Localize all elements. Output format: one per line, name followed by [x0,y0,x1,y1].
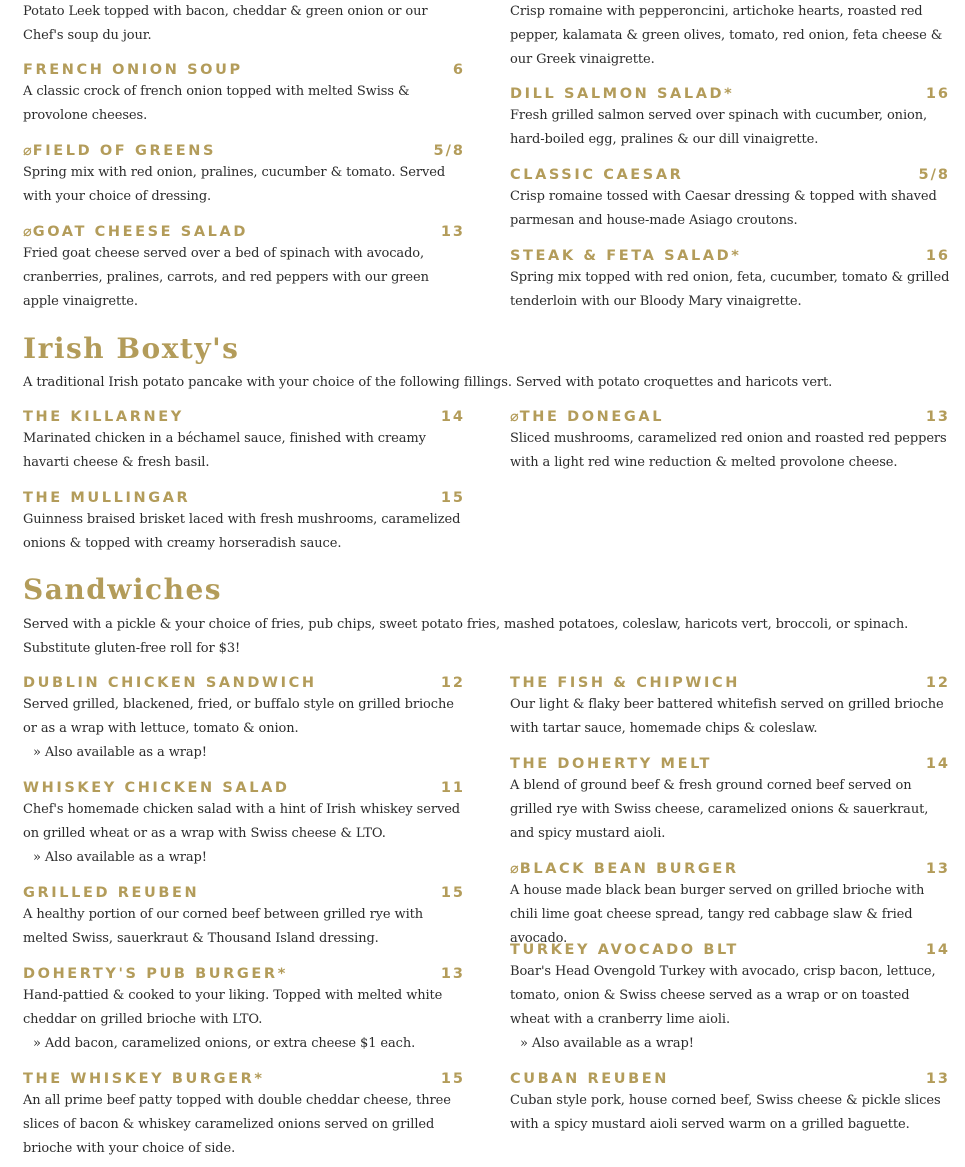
item-description: Hand-pattied & cooked to your liking. Topped with melted white cheddar on grilled brioche with LTO. [23,988,443,1027]
item-note: » Also available as a wrap! [33,850,207,865]
item-header [510,84,950,104]
menu-item-classic-caesar [510,165,950,233]
item-description: Chef's homemade chicken salad with a hint of Irish whiskey served on grilled wheat or as a wrap with Swiss cheese & LTO. [23,802,461,841]
item-name: THE DONEGAL [519,409,665,425]
item-name: FIELD OF GREENS [32,143,216,159]
menu-item-goat-cheese-salad [23,222,465,314]
item-header [23,673,465,693]
item-price: 12 [440,675,465,691]
item-name: BLACK BEAN BURGER [519,861,739,877]
item-price: 13 [440,966,465,982]
item-price: 14 [925,756,950,772]
item-name: STEAK & FETA SALAD* [510,248,742,264]
item-description: Crisp romaine tossed with Caesar dressing & topped with shaved parmesan and house-made Asiago croutons. [510,189,937,228]
menu-item-black-bean-burger [510,859,950,951]
item-description: Fried goat cheese served over a bed of spinach with avocado, cranberries, pralines, carrots, and red peppers with our green apple vinaigrette. [23,246,429,309]
item-header [510,407,950,427]
item-name: DILL SALMON SALAD* [510,86,735,102]
item-header [510,165,950,185]
item-header [23,488,465,508]
item-price: 16 [925,248,950,264]
menu-item-dohertys-pub-burger [23,964,465,1056]
item-price: 13 [925,409,950,425]
item-description: Marinated chicken in a béchamel sauce, finished with creamy havarti cheese & fresh basil. [23,431,426,470]
item-name: GRILLED REUBEN [23,885,200,901]
section-intro-boxty: A traditional Irish potato pancake with your choice of the following fillings. Served with potato croquettes and haricots vert. [23,375,833,390]
menu-item-cuban-reuben [510,1069,950,1137]
item-note: » Add bacon, caramelized onions, or extra cheese $1 each. [33,1036,416,1051]
item-header [510,859,950,879]
item-header [23,60,465,80]
item-header [23,964,465,984]
item-description: A house made black bean burger served on grilled brioche with chili lime goat cheese spread, tangy red cabbage slaw & fried avocado. [510,883,925,946]
menu-item-french-onion-soup [23,60,465,128]
item-description: Boar's Head Ovengold Turkey with avocado, crisp bacon, lettuce, tomato, onion & Swiss cheese served as a wrap or on toasted wheat with a cranberry lime aioli. [510,964,936,1027]
leaf-icon: ⌀ [23,224,32,240]
item-price: 15 [440,1071,465,1087]
item-description: Guinness braised brisket laced with fresh mushrooms, caramelized onions & topped with creamy horseradish sauce. [23,512,461,551]
item-name: THE DOHERTY MELT [510,756,712,772]
item-description: An all prime beef patty topped with double cheddar cheese, three slices of bacon & whiskey caramelized onions served on grilled brioche with your choice of side. [23,1093,451,1156]
item-name: GOAT CHEESE SALAD [32,224,248,240]
item-description: Spring mix topped with red onion, feta, cucumber, tomato & grilled tenderloin with our Bloody Mary vinaigrette. [510,270,950,309]
item-price: 16 [925,86,950,102]
menu-item-dill-salmon-salad [510,84,950,152]
item-header [23,778,465,798]
item-header [23,222,465,242]
item-name: CLASSIC CAESAR [510,167,684,183]
menu-item-grilled-reuben [23,883,465,951]
item-price: 12 [925,675,950,691]
leaf-icon: ⌀ [23,143,32,159]
item-price: 5/8 [433,143,465,159]
item-name: THE MULLINGAR [23,490,191,506]
item-description: Served grilled, blackened, fried, or buffalo style on grilled brioche or as a wrap with lettuce, tomato & onion. [23,697,454,736]
item-price: 11 [440,780,465,796]
item-name: THE KILLARNEY [23,409,184,425]
item-price: 13 [925,861,950,877]
item-name: THE FISH & CHIPWICH [510,675,740,691]
item-description: Cuban style pork, house corned beef, Swiss cheese & pickle slices with a spicy mustard aioli served warm on a grilled baguette. [510,1093,941,1132]
item-price: 13 [925,1071,950,1087]
section-intro-sandwiches: Served with a pickle & your choice of fries, pub chips, sweet potato fries, mashed potatoes, coleslaw, haricots vert, broccoli, or spinach. [23,617,909,632]
leaf-icon: ⌀ [510,861,519,877]
leaf-icon: ⌀ [510,409,519,425]
item-price: 15 [440,490,465,506]
menu-item-the-donegal [510,407,950,475]
item-name: CUBAN REUBEN [510,1071,670,1087]
item-header [510,1069,950,1089]
greek-salad-description: Crisp romaine with pepperoncini, artichoke hearts, roasted red pepper, kalamata & green olives, tomato, red onion, feta cheese & our Greek vinaigrette. [510,4,943,67]
item-header [510,754,950,774]
item-header [510,246,950,266]
menu-item-the-mullingar [23,488,465,556]
item-header [510,940,950,960]
item-header [23,883,465,903]
menu-item-dublin-chicken-sandwich [23,673,465,765]
item-header [23,141,465,161]
item-name: THE WHISKEY BURGER* [23,1071,265,1087]
section-title-sandwiches: Sandwiches [23,573,223,606]
menu-item-whiskey-chicken-salad [23,778,465,870]
menu-item-field-of-greens [23,141,465,209]
item-header [23,1069,465,1089]
soup-description: Potato Leek topped with bacon, cheddar & green onion or our Chef's soup du jour. [23,4,428,43]
item-description: Our light & flaky beer battered whitefish served on grilled brioche with tartar sauce, homemade chips & coleslaw. [510,697,944,736]
item-price: 5/8 [918,167,950,183]
item-note: » Also available as a wrap! [33,745,207,760]
item-name: DOHERTY'S PUB BURGER* [23,966,288,982]
item-price: 13 [440,224,465,240]
item-name: FRENCH ONION SOUP [23,62,243,78]
section-intro-gluten-free: Substitute gluten-free roll for $3! [23,641,241,656]
item-header [510,673,950,693]
item-description: A classic crock of french onion topped with melted Swiss & provolone cheeses. [23,84,410,123]
item-note: » Also available as a wrap! [520,1036,694,1051]
item-name: TURKEY AVOCADO BLT [510,942,739,958]
section-title-irish-boxty: Irish Boxty's [23,332,240,365]
item-name: DUBLIN CHICKEN SANDWICH [23,675,317,691]
menu-item-the-whiskey-burger [23,1069,465,1161]
menu-item-steak-feta-salad [510,246,950,314]
item-header [23,407,465,427]
item-description: Fresh grilled salmon served over spinach with cucumber, onion, hard-boiled egg, pralines & our dill vinaigrette. [510,108,928,147]
item-price: 15 [440,885,465,901]
item-description: A healthy portion of our corned beef between grilled rye with melted Swiss, sauerkraut & Thousand Island dressing. [23,907,424,946]
menu-item-turkey-avocado-blt [510,940,950,1056]
menu-item-the-killarney [23,407,465,475]
item-description: A blend of ground beef & fresh ground corned beef served on grilled rye with Swiss cheese, caramelized onions & sauerkraut, and spicy mustard aioli. [510,778,929,841]
item-name: WHISKEY CHICKEN SALAD [23,780,290,796]
item-price: 14 [440,409,465,425]
menu-item-the-doherty-melt [510,754,950,846]
item-price: 14 [925,942,950,958]
menu-item-fish-chipwich [510,673,950,741]
item-description: Spring mix with red onion, pralines, cucumber & tomato. Served with your choice of dressing. [23,165,446,204]
item-description: Sliced mushrooms, caramelized red onion and roasted red peppers with a light red wine reduction & melted provolone cheese. [510,431,947,470]
item-price: 6 [452,62,465,78]
